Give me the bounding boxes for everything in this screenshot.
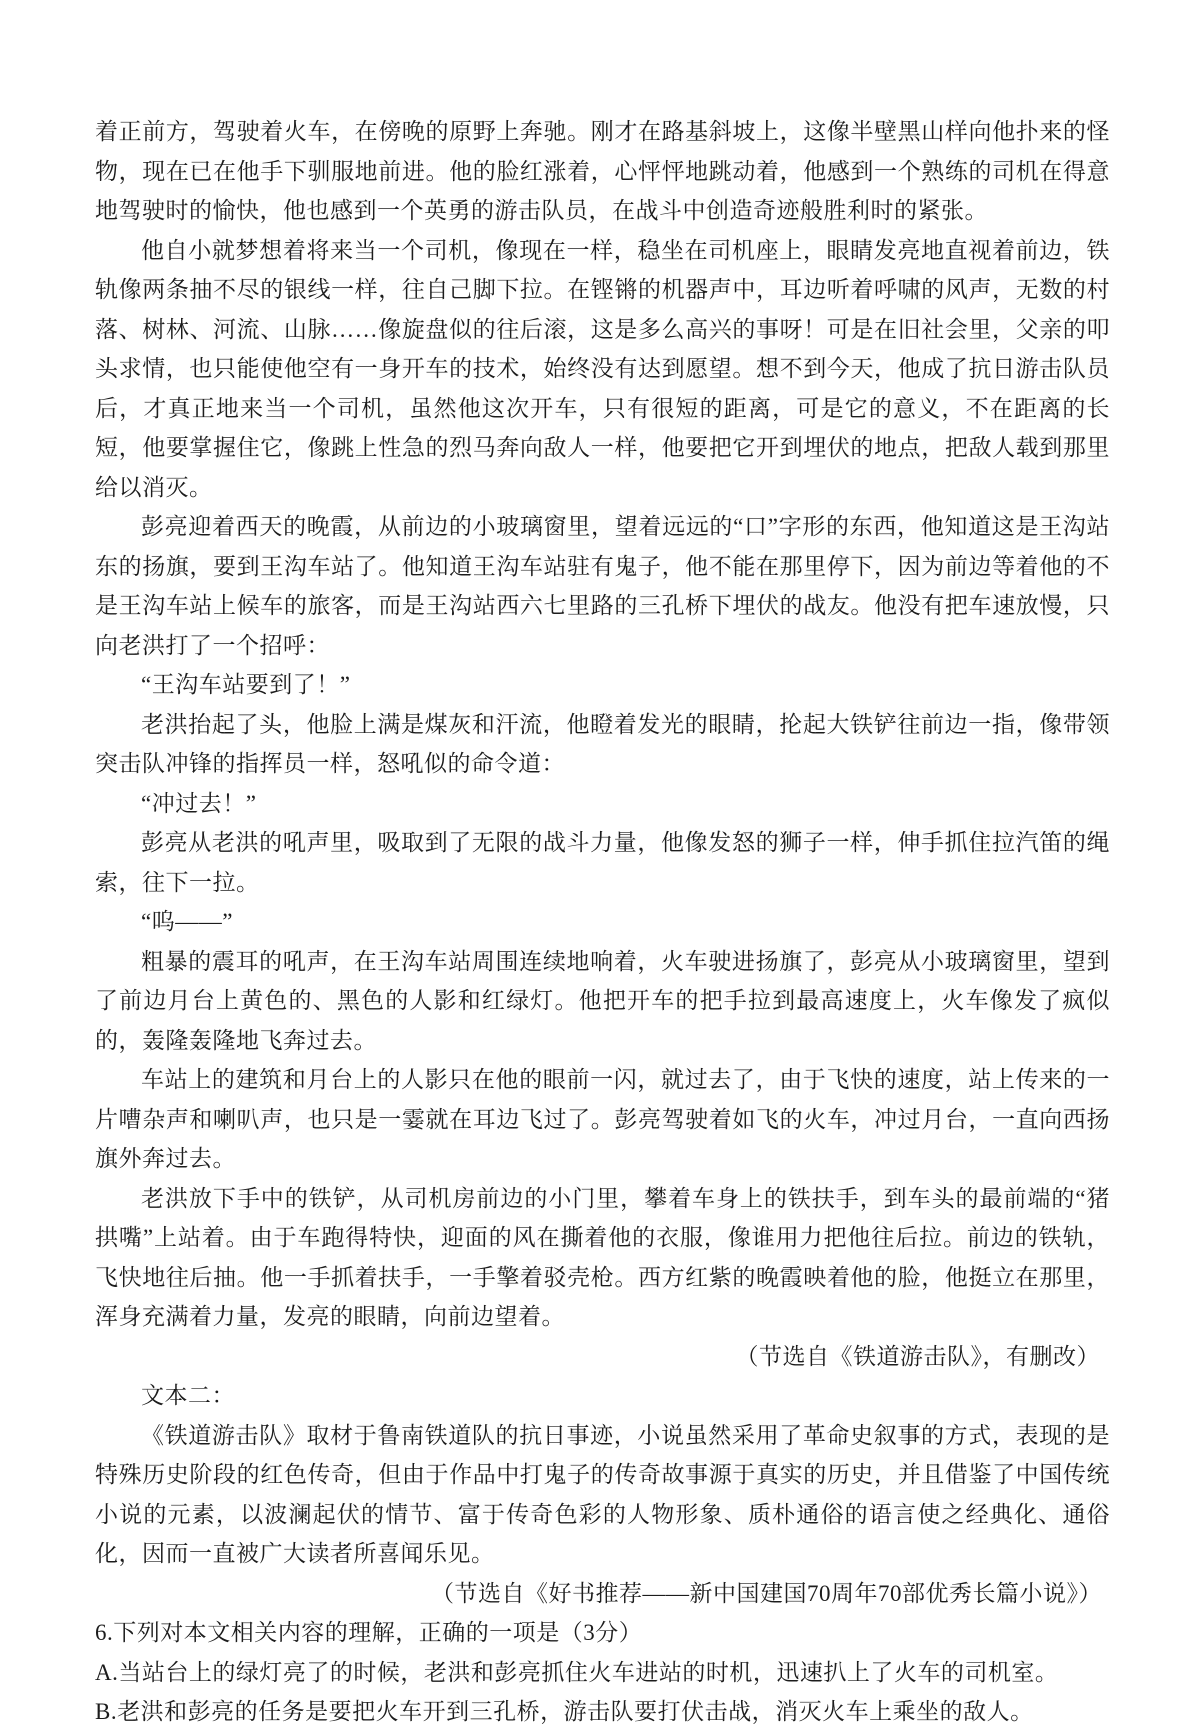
text-two-label: 文本二：	[141, 1383, 235, 1408]
dialogue-line: “王沟车站要到了！”	[141, 672, 351, 697]
text-two-paragraph: 《铁道游击队》取材于鲁南铁道队的抗日事迹，小说虽然采用了革命史叙事的方式，表现的是特殊历史阶段的红色传奇，但由于作品中打鬼子的传奇故事源于真实的历史，并且借鉴了中国传统小说的元素，以波澜起伏的情节、富于传奇色彩的人物形象、质朴通俗的语言使之经典化、通俗化，因而一直被广大读者所喜闻乐见。	[95, 1422, 1110, 1566]
text-two-attribution: （节选自《好书推荐——新中国建国70周年70部优秀长篇小说》）	[431, 1580, 1102, 1606]
passage-paragraph: 老洪抬起了头，他脸上满是煤灰和汗流，他瞪着发光的眼睛，抡起大铁铲往前边一指，像带领突击队冲锋的指挥员一样，怒吼似的命令道：	[95, 711, 1110, 776]
passage-paragraph: 粗暴的震耳的吼声，在王沟车站周围连续地响着，火车驶进扬旗了，彭亮从小玻璃窗里，望到了前边月台上黄色的、黑色的人影和红绿灯。他把开车的把手拉到最高速度上，火车像发了疯似的，轰隆轰隆地飞奔过去。	[95, 948, 1110, 1053]
question-6-stem: 6.下列对本文相关内容的理解，正确的一项是（3分）	[95, 1620, 643, 1645]
question-6-option-a: A.当站台上的绿灯亮了的时候，老洪和彭亮抓住火车进站的时机，迅速扒上了火车的司机室。	[95, 1659, 1059, 1685]
question-6-option-b: B.老洪和彭亮的任务是要把火车开到三孔桥，游击队要打伏击战，消灭火车上乘坐的敌人。	[95, 1699, 1034, 1724]
passage-paragraph-continuation: 着正前方，驾驶着火车，在傍晚的原野上奔驰。刚才在路基斜坡上，这像半壁黑山样向他扑来的怪物，现在已在他手下驯服地前进。他的脸红涨着，心怦怦地跳动着，他感到一个熟练的司机在得意地驾驶时的愉快，他也感到一个英勇的游击队员，在战斗中创造奇迹般胜利时的紧张。	[95, 119, 1110, 223]
passage-paragraph: 老洪放下手中的铁铲，从司机房前边的小门里，攀着车身上的铁扶手，到车头的最前端的“猪拱嘴”上站着。由于车跑得特快，迎面的风在撕着他的衣服，像谁用力把他往后拉。前边的铁轨，飞快地往后抽。他一手抓着扶手，一手擎着驳壳枪。西方红紫的晚霞映着他的脸，他挺立在那里，浑身充满着力量，发亮的眼睛，向前边望着。	[95, 1185, 1110, 1329]
dialogue-line: “冲过去！”	[141, 790, 257, 816]
passage-paragraph: 彭亮迎着西天的晚霞，从前边的小玻璃窗里，望着远远的“口”字形的东西，他知道这是王沟站东的扬旗，要到王沟车站了。他知道王沟车站驻有鬼子，他不能在那里停下，因为前边等着他的不是王沟车站上候车的旅客，而是王沟站西六七里路的三孔桥下埋伏的战友。他没有把车速放慢，只向老洪打了一个招呼：	[95, 514, 1110, 658]
text-one-attribution: （节选自《铁道游击队》，有删改）	[735, 1343, 1100, 1369]
passage-paragraph: 车站上的建筑和月台上的人影只在他的眼前一闪，就过去了，由于飞快的速度，站上传来的一片嘈杂声和喇叭声，也只是一霎就在耳边飞过了。彭亮驾驶着如飞的火车，冲过月台，一直向西扬旗外奔过去。	[95, 1067, 1110, 1171]
passage-paragraph: 彭亮从老洪的吼声里，吸取到了无限的战斗力量，他像发怒的狮子一样，伸手抓住拉汽笛的绳索，往下一拉。	[95, 830, 1110, 895]
passage-paragraph: 他自小就梦想着将来当一个司机，像现在一样，稳坐在司机座上，眼睛发亮地直视着前边，铁轨像两条抽不尽的银线一样，往自己脚下拉。在铿锵的机器声中，耳边听着呼啸的风声，无数的村落、树林、河流、山脉……像旋盘似的往后滚，这是多么高兴的事呀！可是在旧社会里，父亲的叩头求情，也只能使他空有一身开车的技术，始终没有达到愿望。想不到今天，他成了抗日游击队员后，才真正地来当一个司机，虽然他这次开车，只有很短的距离，可是它的意义，不在距离的长短，他要掌握住它，像跳上性急的烈马奔向敌人一样，他要把它开到埋伏的地点，把敌人载到那里给以消灭。	[95, 237, 1110, 500]
dialogue-line: “呜——”	[141, 909, 233, 934]
